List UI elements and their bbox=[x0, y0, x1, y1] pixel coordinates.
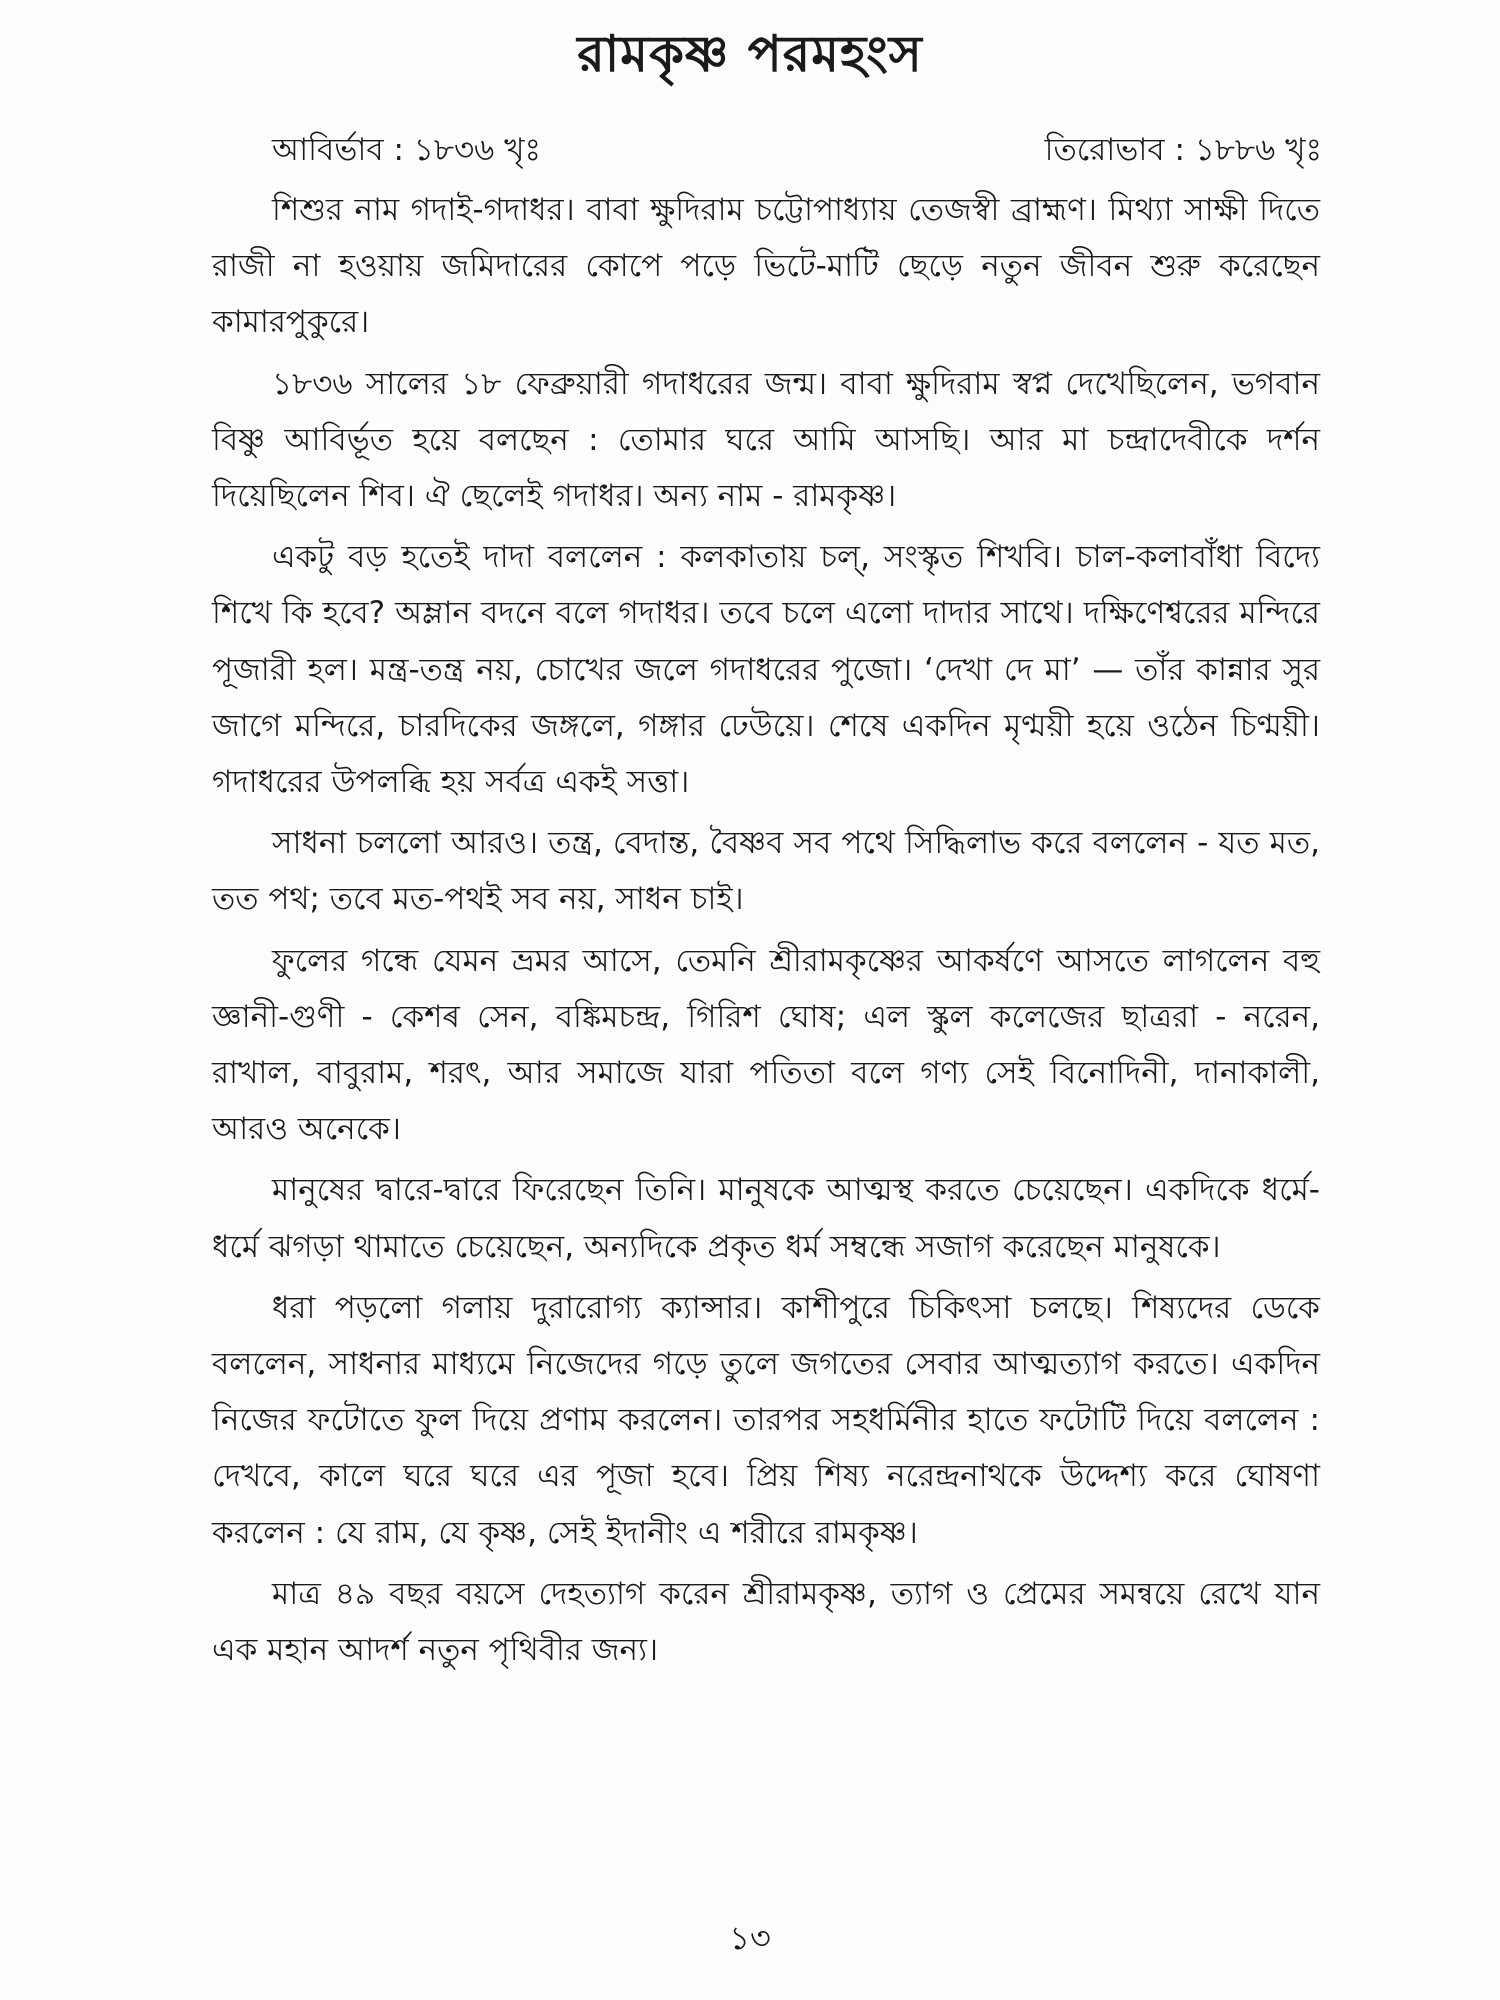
paragraph-8: মাত্র ৪৯ বছর বয়সে দেহত্যাগ করেন শ্রীরামকৃষ্ণ, ত্যাগ ও প্রেমের সমন্বয়ে রেখে যান এক মহান আদর্শ নতুন পৃথিবীর জন্য। bbox=[212, 1575, 1320, 1669]
paragraph-7: ধরা পড়লো গলায় দুরারোগ্য ক্যান্সার। কাশীপুরে চিকিৎসা চলছে। শিষ্যদের ডেকে বললেন, সাধনার মাধ্যমে নিজেদের গড়ে তুলে জগতের সেবার আত্মত্যাগ করতে। একদিন নিজের ফটোতে ফুল দিয়ে প্রণাম করলেন। তারপর সহধর্মিনীর হাতে ফটোটি দিয়ে বললেন : দেখবে, কালে ঘরে ঘরে এর পূজা হবে। প্রিয় শিষ্য নরেন্দ্রনাথকে উদ্দেশ্য করে ঘোষণা করলেন : যে রাম, যে কৃষ্ণ, সেই ইদানীং এ শরীরে রামকৃষ্ণ। bbox=[212, 1289, 1320, 1551]
page-title: রামকৃষ্ণ পরমহংস bbox=[577, 25, 923, 83]
paragraph-2: ১৮৩৬ সালের ১৮ ফেব্রুয়ারী গদাধরের জন্ম। বাবা ক্ষুদিরাম স্বপ্ন দেখেছিলেন, ভগবান বিষ্ণু আবির্ভূত হয়ে বলছেন : তোমার ঘরে আমি আসছি। আর মা চন্দ্রাদেবীকে দর্শন দিয়েছিলেন শিব। ঐ ছেলেই গদাধর। অন্য নাম - রামকৃষ্ণ। bbox=[212, 365, 1320, 515]
page-number: ১৩ bbox=[729, 1919, 771, 1957]
paragraph-3: একটু বড় হতেই দাদা বললেন : কলকাতায় চল্, সংস্কৃত শিখবি। চাল-কলাবাঁধা বিদ্যে শিখে কি হবে? অম্লান বদনে বলে গদাধর। তবে চলে এলো দাদার সাথে। দক্ষিণেশ্বরের মন্দিরে পূজারী হল। মন্ত্র-তন্ত্র নয়, চোখের জলে গদাধরের পুজো। ‘দেখা দে মা’ — তাঁর কান্নার সুর জাগে মন্দিরে, চারদিকের জঙ্গলে, গঙ্গার ঢেউয়ে। শেষে একদিন মৃণ্ময়ী হয়ে ওঠেন চিণ্ময়ী। গদাধরের উপলব্ধি হয় সর্বত্র একই সত্তা। bbox=[212, 539, 1320, 801]
birth-date: আবির্ভাব : ১৮৩৬ খৃঃ bbox=[272, 132, 542, 168]
article-body bbox=[212, 182, 1320, 1683]
paragraph-1: শিশুর নাম গদাই-গদাধর। বাবা ক্ষুদিরাম চট্টোপাধ্যায় তেজস্বী ব্রাহ্মণ। মিথ্যা সাক্ষী দিতে রাজী না হওয়ায় জমিদারের কোপে পড়ে ভিটে-মাটি ছেড়ে নতুন জীবন শুরু করেছেন কামারপুকুরে। bbox=[212, 192, 1320, 341]
paragraph-5: ফুলের গন্ধে যেমন ভ্রমর আসে, তেমনি শ্রীরামকৃষ্ণের আকর্ষণে আসতে লাগলেন বহু জ্ঞানী-গুণী - কেশৰ সেন, বঙ্কিমচন্দ্র, গিরিশ ঘোষ; এল স্কুল কলেজের ছাত্ররা - নরেন, রাখাল, বাবুরাম, শরৎ, আর সমাজে যারা পতিতা বলে গণ্য সেই বিনোদিনী, দানাকালী, আরও অনেকে। bbox=[212, 942, 1320, 1148]
dates-row bbox=[272, 122, 1322, 178]
death-date: তিরোভাব : ১৮৮৬ খৃঃ bbox=[1044, 132, 1322, 168]
paragraph-4: সাধনা চললো আরও। তন্ত্র, বেদান্ত, বৈষ্ণব সব পথে সিদ্ধিলাভ করে বললেন - যত মত, তত পথ; তবে মত-পথই সব নয়, সাধন চাই। bbox=[212, 825, 1320, 918]
paragraph-6: মানুষের দ্বারে-দ্বারে ফিরেছেন তিনি। মানুষকে আত্মস্থ করতে চেয়েছেন। একদিকে ধর্মে- ধর্মে ঝগড়া থামাতে চেয়েছেন, অন্যদিকে প্রকৃত ধর্ম সম্বন্ধে সজাগ করেছেন মানুষকে। bbox=[212, 1172, 1320, 1265]
